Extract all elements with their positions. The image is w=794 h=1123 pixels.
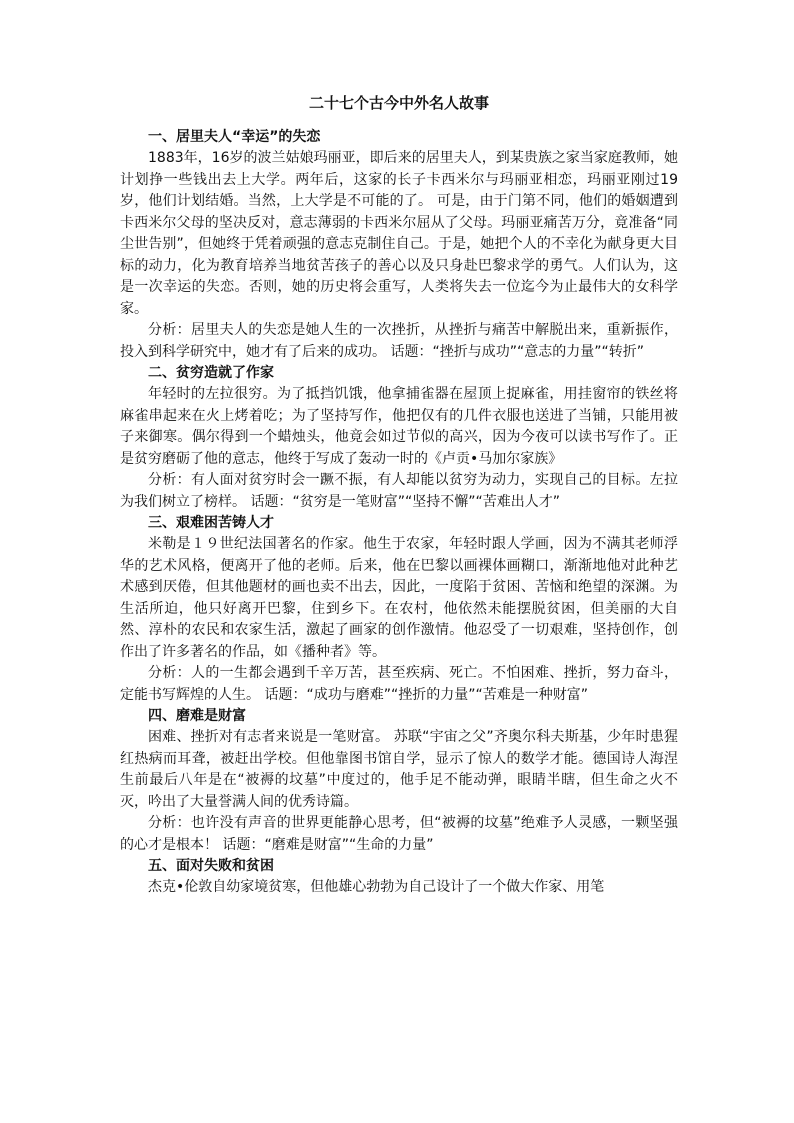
analysis-paragraph: 分析：居里夫人的失恋是她人生的一次挫折，从挫折与痛苦中解脱出来，重新振作，投入到科学研究中，她才有了后来的成功。 话题：“挫折与成功”“意志的力量”“转折”	[120, 322, 678, 360]
section-4	[120, 706, 678, 856]
section-1	[120, 127, 678, 363]
section-heading: 五、面对失败和贫困	[148, 858, 274, 874]
story-paragraph: 年轻时的左拉很穷。为了抵挡饥饿，他拿捕雀器在屋顶上捉麻雀，用挂窗帘的铁丝将麻雀串起来在火上烤着吃；为了坚持写作，他把仅有的几件衣服也送进了当铺，只能用被子来御寒。偶尔得到一个蜡烛头，他竟会如过节似的高兴，因为今夜可以读书写作了。正是贫穷磨砺了他的意志，他终于写成了轰动一时的《卢贡•马加尔家族》	[120, 386, 678, 467]
document-page	[120, 92, 678, 899]
section-heading: 二、贫穷造就了作家	[148, 365, 274, 381]
section-heading: 三、艰难困苦铸人才	[148, 515, 274, 531]
story-paragraph: 1883年，16岁的波兰姑娘玛丽亚，即后来的居里夫人，到某贵族之家当家庭教师，她计划挣一些钱出去上大学。两年后，这家的长子卡西米尔与玛丽亚相恋，玛丽亚刚过19岁，他们计划结婚。当然，上大学是不可能的了。 可是，由于门第不同，他们的婚姻遭到卡西米尔父母的坚决反对，意志薄弱的卡西米尔屈从了父母。玛丽亚痛苦万分，竟准备“同尘世告别”，但她终于凭着顽强的意志克制住自己。于是，她把个人的不幸化为献身更大目标的动力，化为教育培养当地贫苦孩子的善心以及只身赴巴黎求学的勇气。人们认为，这是一次幸运的失恋。否则，她的历史将会重写，人类将失去一位迄今为止最伟大的女科学家。	[120, 150, 678, 317]
story-paragraph: 杰克•伦敦自幼家境贫寒，但他雄心勃勃为自己设计了一个做大作家、用笔	[148, 879, 605, 895]
section-3	[120, 513, 678, 706]
document-title: 二十七个古今中外名人故事	[308, 94, 489, 112]
story-paragraph: 困难、挫折对有志者来说是一笔财富。 苏联“宇宙之父”齐奥尔科夫斯基，少年时患猩红热病而耳聋，被赶出学校。但他靠图书馆自学，显示了惊人的数学才能。德国诗人海涅生前最后八年是在“被褥的坟墓”中度过的，他手足不能动弹，眼睛半瞎，但生命之火不灭，吟出了大量誉满人间的优秀诗篇。	[120, 729, 678, 810]
analysis-paragraph: 分析：有人面对贫穷时会一蹶不振，有人却能以贫穷为动力，实现自己的目标。左拉为我们树立了榜样。 话题：“贫穷是一笔财富”“坚持不懈”“苦难出人才”	[120, 472, 678, 510]
section-5	[120, 856, 678, 899]
section-heading: 一、居里夫人“幸运”的失恋	[148, 129, 321, 145]
section-2	[120, 363, 678, 513]
analysis-paragraph: 分析：人的一生都会遇到千辛万苦，甚至疾病、死亡。不怕困难、挫折，努力奋斗，定能书写辉煌的人生。 话题：“成功与磨难”“挫折的力量”“苦难是一种财富”	[120, 665, 678, 703]
analysis-paragraph: 分析：也许没有声音的世界更能静心思考，但“被褥的坟墓”绝难予人灵感，一颗坚强的心才是根本！ 话题：“磨难是财富”“生命的力量”	[120, 815, 678, 853]
section-heading: 四、磨难是财富	[148, 708, 246, 724]
story-paragraph: 米勒是１９世纪法国著名的作家。他生于农家，年轻时跟人学画，因为不满其老师浮华的艺术风格，便离开了他的老师。后来，他在巴黎以画裸体画糊口，渐渐地他对此种艺术感到厌倦，但其他题材的画也卖不出去，因此，一度陷于贫困、苦恼和绝望的深渊。为生活所迫，他只好离开巴黎，住到乡下。在农村，他依然未能摆脱贫困，但美丽的大自然、淳朴的农民和农家生活，激起了画家的创作激情。他忍受了一切艰难，坚持创作，创作出了许多著名的作品，如《播种者》等。	[120, 536, 678, 660]
